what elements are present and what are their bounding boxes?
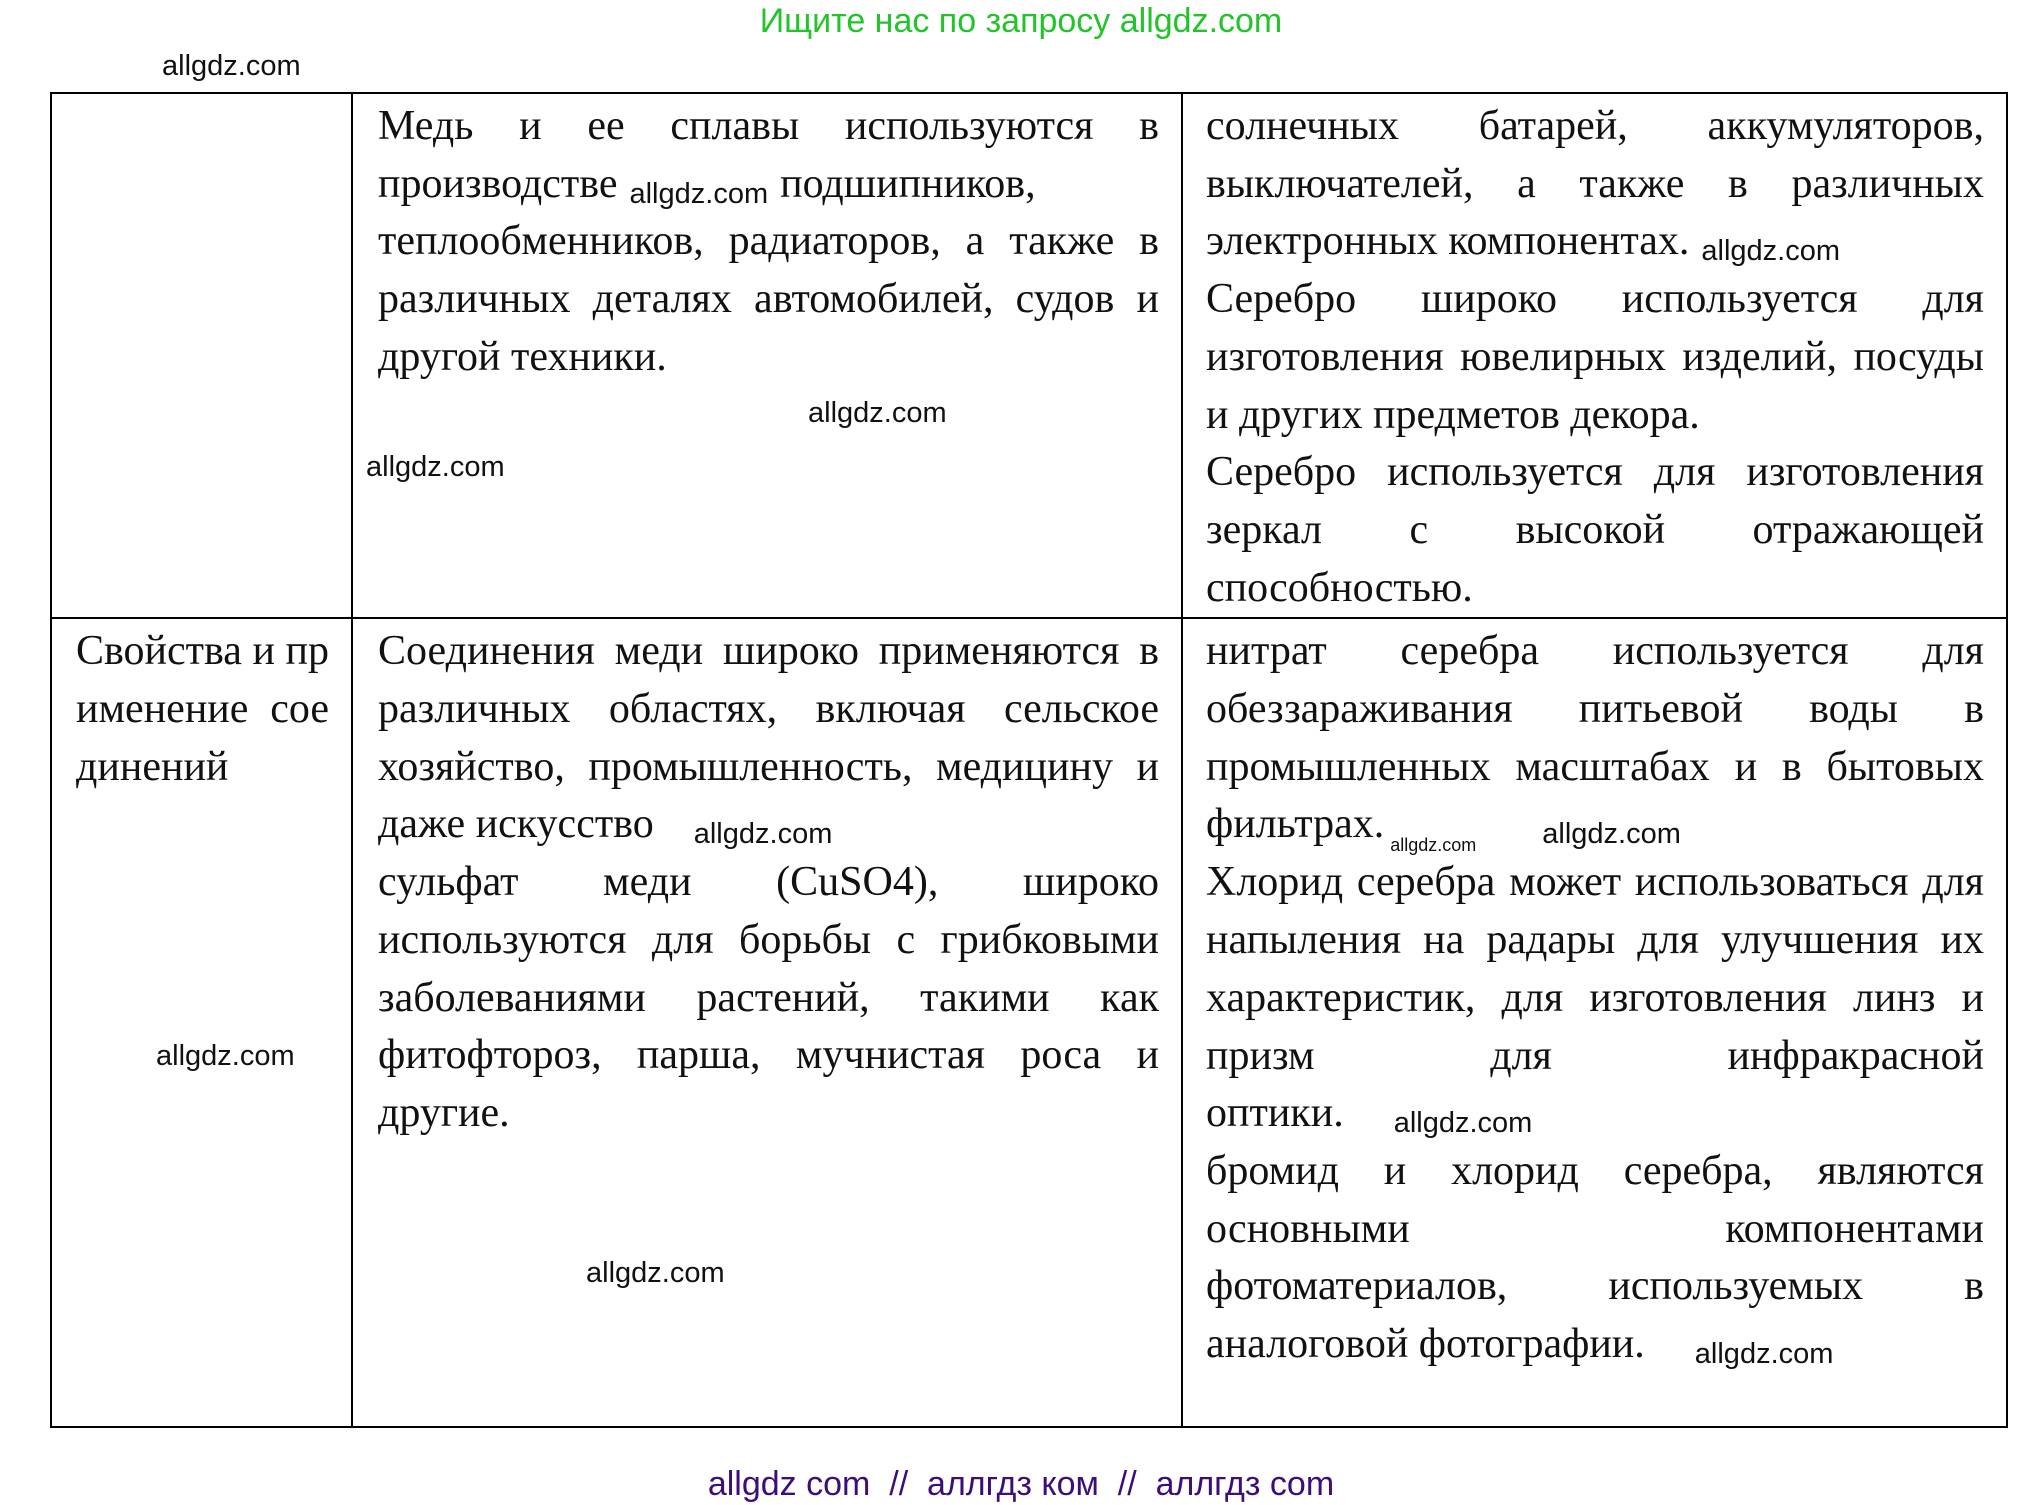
copper-compounds-text [353, 619, 1181, 1292]
watermark: allgdz.com [808, 396, 947, 429]
table-row [51, 618, 2007, 1427]
text-part: подшипников, теплообменников, радиаторов, а также в различных деталях автомобилей, судов и другой техники. [378, 160, 1159, 380]
table-cell [51, 93, 352, 618]
copper-uses-text [353, 94, 1181, 487]
paragraph: бромид и хлорид серебра, являются основными компонентами фотоматериалов, используемых в аналоговой фотографии. [1206, 1147, 1984, 1368]
paragraph: Серебро используется для изготовления зеркал с высокой отражающей способностью. [1206, 449, 1984, 611]
row-label [52, 94, 351, 98]
paragraph: солнечных батарей, аккумуляторов, выключателей, а также в различных электронных компонентах. [1206, 103, 1984, 265]
paragraph: сульфат меди (CuSO4), широко используются для борьбы с грибковыми заболеваниями растений, такими как фитофтороз, парша, мучнистая роса и другие. [378, 859, 1159, 1136]
row-label-cell [52, 619, 351, 1076]
table-row [51, 93, 2007, 618]
table-cell [352, 618, 1182, 1427]
watermark: allgdz.com [156, 1040, 295, 1073]
comparison-table [50, 92, 2008, 1428]
table-cell [51, 618, 352, 1427]
watermark: allgdz.com [1542, 818, 1681, 851]
watermark: allgdz.com [629, 177, 769, 210]
table-cell [1182, 618, 2007, 1427]
watermark: allgdz.com [693, 818, 833, 851]
silver-uses-text [1183, 94, 2006, 617]
watermark: allgdz.com [1390, 835, 1477, 856]
row-label: Свойства и применение соединений [76, 628, 329, 790]
text-part: Медь и ее сплавы используются в производстве [378, 103, 1159, 207]
watermark: allgdz.com [1701, 235, 1841, 268]
watermark: allgdz.com [1694, 1338, 1834, 1371]
paragraph: нитрат серебра используется для обеззараживания питьевой воды в промышленных масштабах и в бытовых фильтрах. [1206, 628, 1984, 848]
watermark: allgdz.com [1393, 1107, 1533, 1140]
table-cell [1182, 93, 2007, 618]
watermark: allgdz.com [162, 50, 301, 82]
watermark: allgdz.com [366, 450, 505, 483]
silver-compounds-text [1183, 619, 2006, 1373]
paragraph: Хлорид серебра может использоваться для напыления на радары для улучшения их характеристик, для изготовления линз и призм для инфракрасной оптики. [1206, 859, 1984, 1137]
watermark: allgdz.com [586, 1256, 725, 1289]
table-cell [352, 93, 1182, 618]
paragraph: Серебро широко используется для изготовления ювелирных изделий, посуды и других предметов декора. [1206, 276, 1984, 438]
paragraph: Соединения меди широко применяются в различных областях, включая сельское хозяйство, промышленность, медицину и даже искусство [378, 628, 1159, 848]
footer-links: allgdz com // аллгдз ком // аллгдз com [707, 1465, 1335, 1503]
search-banner: Ищите нас по запросу allgdz.com [759, 2, 1283, 40]
